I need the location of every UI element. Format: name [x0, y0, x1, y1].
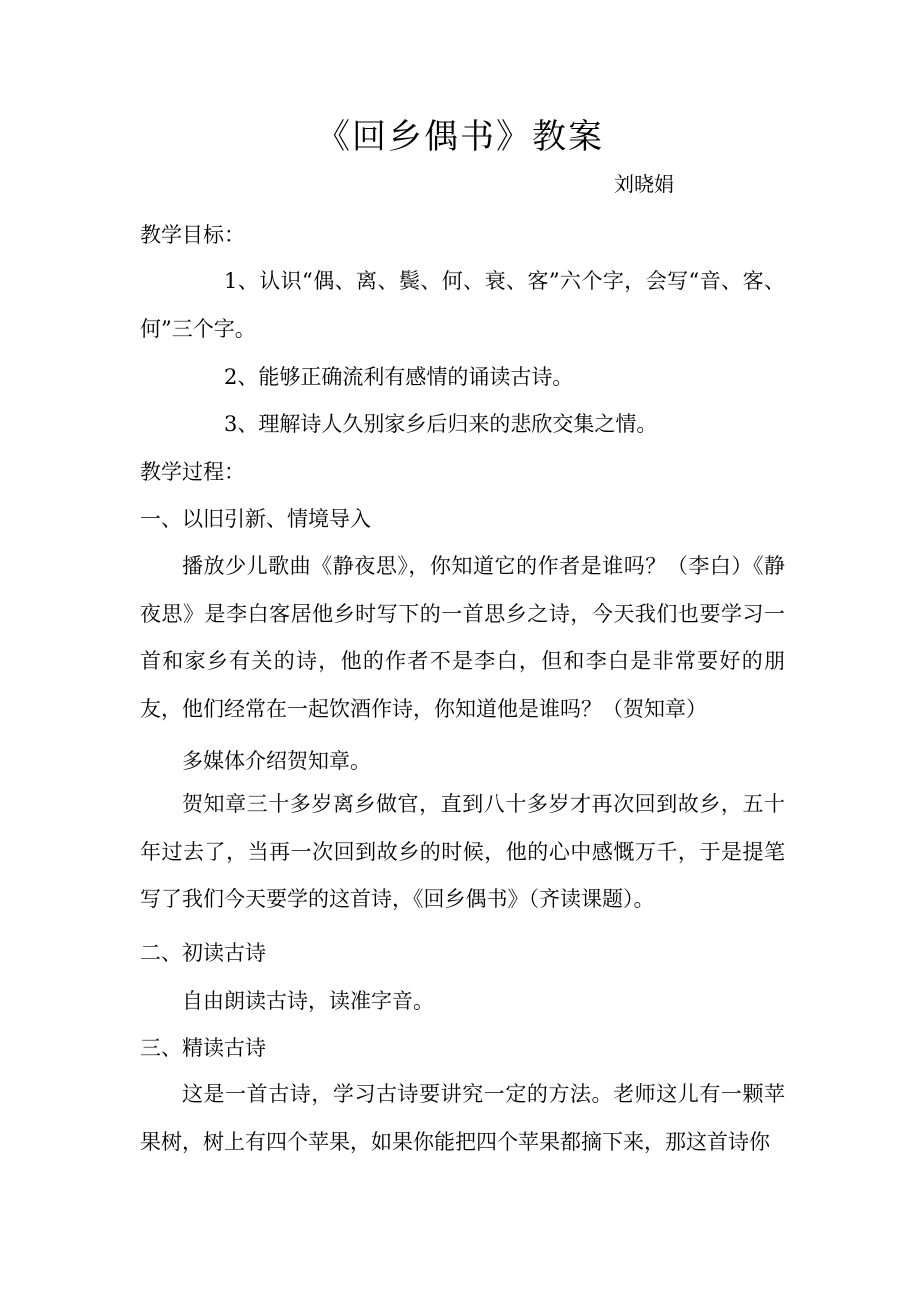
section-1-paragraph-1: 播放少儿歌曲《静夜思》，你知道它的作者是谁吗？（李白）《静夜思》是李白客居他乡时写下的一首思乡之诗，今天我们也要学习一首和家乡有关的诗，他的作者不是李白，但和李白是非常要好的朋友，他们经常在一起饮酒作诗，你知道他是谁吗？（贺知章）: [140, 554, 785, 721]
document-title: 《回乡偶书》教案: [316, 117, 604, 157]
section-1-heading: 一、以旧引新、情境导入: [140, 507, 371, 531]
objective-item-1: 1、认识“偶、离、鬓、何、衰、客”六个字，会写“音、客、何”三个字。: [140, 269, 785, 341]
section-2-paragraph-1: 自由朗读古诗，读准字音。: [182, 989, 434, 1013]
section-2-heading: 二、初读古诗: [140, 941, 266, 965]
section-3-heading: 三、精读古诗: [140, 1036, 266, 1060]
process-heading: 教学过程：: [140, 460, 245, 484]
objective-item-3: 3、理解诗人久别家乡后归来的悲欣交集之情。: [224, 412, 658, 436]
objectives-heading: 教学目标：: [140, 223, 245, 247]
author-name: 刘晓娟: [614, 172, 674, 196]
section-1-paragraph-2: 多媒体介绍贺知章。: [182, 749, 371, 773]
section-1-paragraph-3: 贺知章三十多岁离乡做官，直到八十多岁才再次回到故乡，五十年过去了，当再一次回到故乡的时候，他的心中感慨万千，于是提笔写了我们今天要学的这首诗，《回乡偶书》（齐读课题）。: [140, 792, 785, 911]
section-3-paragraph-1: 这是一首古诗，学习古诗要讲究一定的方法。老师这儿有一颗苹果树，树上有四个苹果，如果你能把四个苹果都摘下来，那这首诗你: [140, 1082, 785, 1154]
objective-item-2: 2、能够正确流利有感情的诵读古诗。: [224, 365, 574, 389]
